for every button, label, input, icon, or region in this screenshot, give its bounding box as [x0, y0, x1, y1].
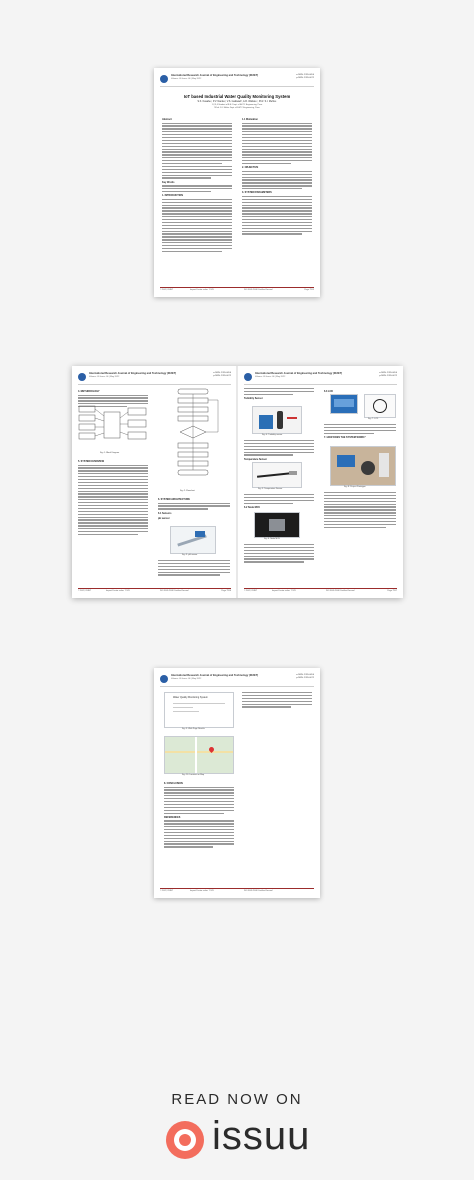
page3-right-text-1 — [324, 424, 396, 440]
page1-footer: © 2022, IRJET Impact Factor value: 7.529 ISO 9001:2008 Certified Journal Page 7955 — [160, 289, 314, 291]
paper-affiliations: 1,2,3,4 Student of B.E. Dept. of E&TC Engineering, Pune 5Prof. S.I. Mehta Dept. of E&TC Engineering, Pune — [211, 104, 263, 109]
flowchart-caption: Fig -2: Flowchart — [180, 490, 195, 492]
map-screenshot — [164, 736, 234, 774]
page2-right-column — [158, 496, 230, 521]
nodemcu-photo — [254, 512, 300, 538]
journal-header: International Research Journal of Engineering and Technology (IRJET) Volume: 09 Issue: 06 | May 2022 e-ISSN: 2395-0056 p-ISSN: 2395-0072 — [78, 372, 231, 385]
ph-sensor-caption: Fig -3: pH sensor — [182, 554, 198, 556]
journal-volume: Volume: 09 Issue: 06 | May 2022 — [171, 78, 202, 80]
journal-header — [160, 74, 314, 87]
page4-right-column — [242, 692, 312, 709]
architecture-heading: 6. SYSTEM ARCHITECTURE — [158, 498, 190, 501]
document-spread — [72, 366, 402, 598]
page2-left-column-lower — [78, 458, 148, 537]
page3-left-text-2 — [244, 440, 314, 462]
journal-logo-icon — [160, 75, 168, 83]
page3-left-text-4 — [244, 544, 314, 564]
document-page-3 — [238, 366, 403, 598]
map-caption: Fig -10: Location on Map — [182, 774, 205, 776]
paper-authors: S.K. Kasabe¹, P.V. Nande², V.S. Gaikwad³, A.R. Wabare⁴, Prof. S.I. Mehta⁵ — [197, 100, 277, 103]
page1-right-column — [242, 116, 312, 236]
paper-title: IoT based Industrial Water Quality Monitoring System — [183, 94, 291, 99]
journal-header: International Research Journal of Engineering and Technology (IRJET) Volume: 09 Issue: 06 | May 2022 e-ISSN: 2395-0056 p-ISSN: 2395-0072 — [160, 674, 314, 687]
web-app-screenshot — [164, 692, 234, 728]
turbidity-label: Turbidity Sensor — [244, 397, 263, 401]
nodemcu-caption: Fig -6: Node MCU — [264, 538, 281, 540]
objective-heading: 2. OBJECTIVE — [242, 166, 259, 170]
journal-logo-icon — [78, 373, 86, 381]
lcd-caption: Fig -7: LCD — [368, 418, 379, 420]
page2-right-column-lower — [158, 560, 230, 577]
conclusion-heading: 8. CONCLUSION — [164, 782, 183, 785]
page1-left-column — [162, 116, 232, 254]
block-diagram — [78, 404, 148, 450]
read-now-label[interactable]: READ NOW ON — [171, 1091, 303, 1108]
lcd-label: 6.3 LCD — [324, 390, 333, 393]
turbidity-sensor-photo — [252, 406, 302, 434]
lcd-photo — [330, 394, 358, 414]
ph-sensor-photo — [170, 526, 216, 554]
journal-header: International Research Journal of Engineering and Technology (IRJET) Volume: 09 Issue: 06 | May 2022 e-ISSN: 2395-0056 p-ISSN: 2395-0072 — [244, 372, 397, 385]
journal-issn: e-ISSN: 2395-0056 p-ISSN: 2395-0072 — [296, 74, 314, 79]
ph-sensor-label: pH sensor — [158, 516, 170, 520]
flowchart — [156, 388, 232, 488]
page4-left-column — [164, 780, 234, 849]
issuu-logo-icon — [166, 1121, 204, 1159]
document-page-1 — [154, 68, 320, 297]
turbidity-caption: Fig -4: Turbidity sensor — [262, 434, 283, 436]
sensors-heading: 6.1 Sensors — [158, 511, 172, 515]
journal-logo-icon — [160, 675, 168, 683]
document-page-4 — [154, 668, 320, 898]
sensor-cable-photo — [364, 394, 396, 418]
temp-sensor-label: Temperature Sensor — [244, 457, 268, 461]
issuu-logo[interactable] — [166, 1114, 316, 1162]
page4-footer: © 2022, IRJET Impact Factor value: 7.529 ISO 9001:2008 Certified Journal — [160, 888, 314, 894]
page3-left-text-3 — [244, 494, 314, 510]
page3-left-column — [244, 388, 314, 402]
journal-name: International Research Journal of Engineering and Technology (IRJET) — [171, 74, 259, 77]
methodology-heading: 4. METHODOLOGY — [78, 390, 100, 393]
temperature-sensor-photo — [252, 462, 302, 488]
journal-logo-icon — [244, 373, 252, 381]
esp-label: 6.2 Node MCU — [244, 505, 261, 509]
web-app-title: Water Quality Monitoring System — [173, 696, 208, 699]
prototype-photo — [330, 446, 396, 486]
page2-footer: © 2022, IRJET Impact Factor value: 7.529 ISO 9001:2008 Certified Journal Page 7956 — [78, 590, 231, 592]
abstract-label: Abstract — [162, 118, 172, 121]
document-page-2 — [72, 366, 237, 598]
motivation-heading: 1.1 Motivation — [242, 118, 258, 121]
intro-heading: 1. INTRODUCTION — [162, 194, 183, 198]
workflow-heading: 7. HOW DOES THE SYSTEM WORK? — [324, 435, 366, 439]
overview-heading: 5. SYSTEM OVERVIEW — [78, 460, 104, 463]
temp-sensor-caption: Fig -5: Temperature Sensor — [258, 488, 283, 490]
page3-footer: © 2022, IRJET Impact Factor value: 7.529 ISO 9001:2008 Certified Journal Page 7957 — [244, 590, 397, 592]
web-app-caption: Fig -9: Web Page Results — [182, 728, 205, 730]
keywords-label: Key Words — [162, 180, 175, 184]
system-params-heading: 3. SYSTEM PARAMETERS — [242, 191, 272, 195]
issuu-wordmark: issuu — [212, 1114, 311, 1158]
references-heading: REFERENCES — [164, 815, 181, 819]
prototype-caption: Fig -8: Project Prototype — [344, 486, 366, 488]
block-diagram-caption: Fig -1: Block Diagram — [100, 452, 120, 454]
page3-right-text-2 — [324, 492, 396, 530]
